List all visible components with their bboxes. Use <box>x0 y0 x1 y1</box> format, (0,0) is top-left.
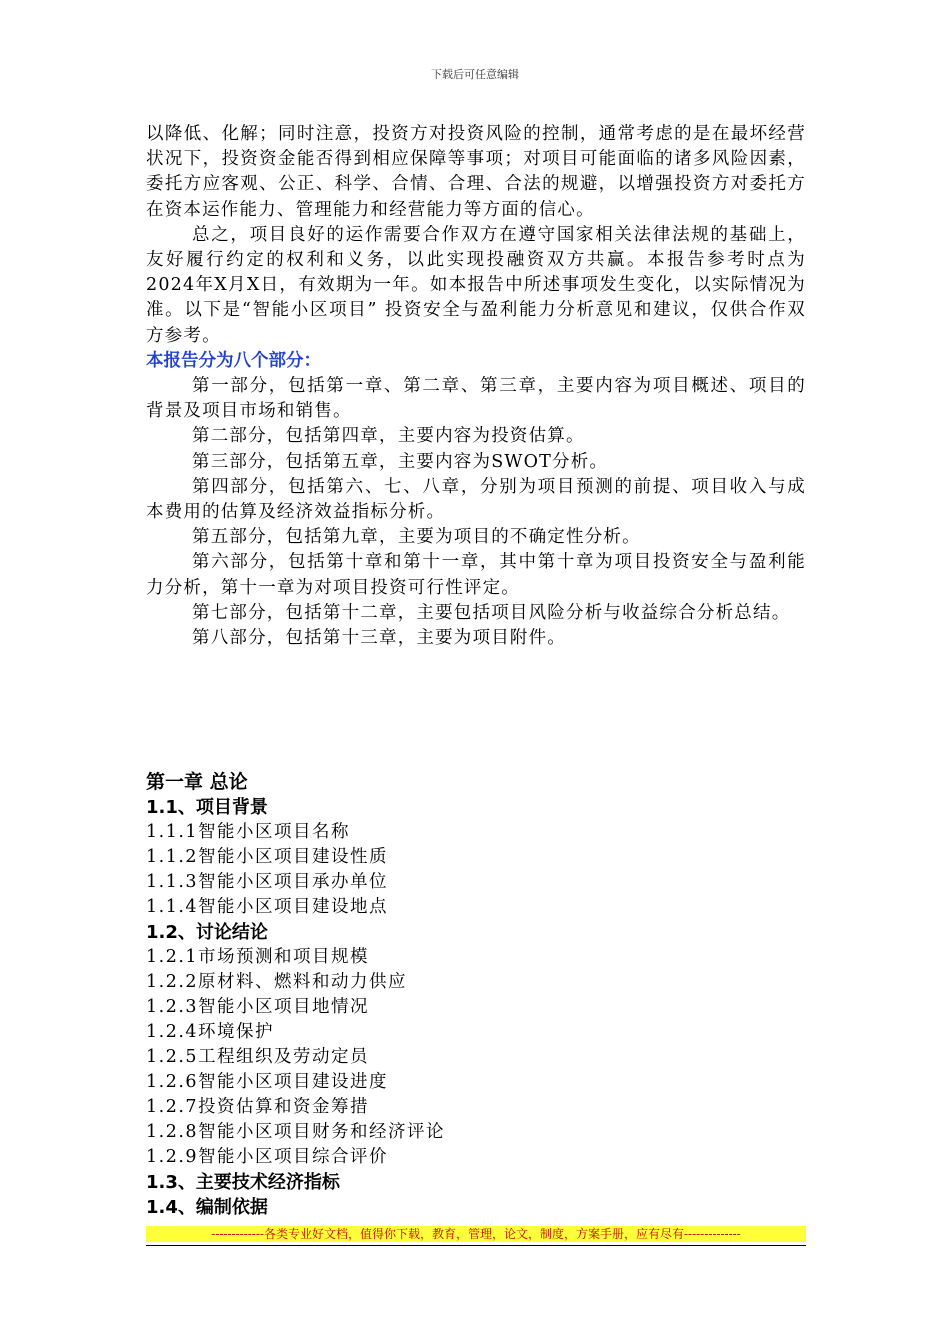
footer-banner: -------------各类专业好文档，值得你下载，教育，管理，论文，制度，方案手册，应有尽有-------------- <box>146 1226 806 1242</box>
part-item: 第二部分，包括第四章，主要内容为投资估算。 <box>192 426 585 447</box>
footer-rule <box>146 1245 806 1246</box>
part-item: 第三部分，包括第五章，主要内容为SWOT分析。 <box>192 451 609 472</box>
chapter-title: 第一章 总论 <box>146 771 248 793</box>
toc-subsection: 1.2.6智能小区项目建设进度 <box>146 1072 389 1092</box>
toc-section-title: 1.2、讨论结论 <box>146 922 268 943</box>
part-item: 第七部分，包括第十二章，主要包括项目风险分析与收益综合分析总结。 <box>192 602 791 623</box>
toc-section-title: 1.4、编制依据 <box>146 1197 268 1218</box>
part-item: 第六部分，包括第十章和第十一章，其中第十章为项目投资安全与盈利能力分析，第十一章为对项目投资可行性评定。 <box>146 552 806 598</box>
toc-subsection: 1.2.2原材料、燃料和动力供应 <box>146 972 408 992</box>
table-of-contents <box>146 770 806 1220</box>
part-item: 第四部分，包括第六、七、八章，分别为项目预测的前提、项目收入与成本费用的估算及经济效益指标分析。 <box>146 476 806 523</box>
toc-subsection: 1.2.4环境保护 <box>146 1022 275 1042</box>
toc-subsection: 1.1.3智能小区项目承办单位 <box>146 872 389 892</box>
toc-subsection: 1.2.9智能小区项目综合评价 <box>146 1147 389 1167</box>
toc-section-title: 1.1、项目背景 <box>146 797 268 818</box>
toc-section-title: 1.3、主要技术经济指标 <box>146 1172 340 1193</box>
toc-subsection: 1.2.8智能小区项目财务和经济评论 <box>146 1122 446 1142</box>
toc-subsection: 1.2.1市场预测和项目规模 <box>146 947 370 967</box>
toc-subsection: 1.2.5工程组织及劳动定员 <box>146 1047 370 1067</box>
toc-subsection: 1.1.4智能小区项目建设地点 <box>146 897 389 917</box>
part-item: 第一部分，包括第一章、第二章、第三章，主要内容为项目概述、项目的背景及项目市场和销售。 <box>146 376 806 422</box>
toc-subsection: 1.1.1智能小区项目名称 <box>146 822 351 842</box>
part-item: 第五部分，包括第九章，主要为项目的不确定性分析。 <box>192 527 641 548</box>
toc-subsection: 1.2.3智能小区项目地情况 <box>146 997 370 1017</box>
body-text <box>146 122 806 651</box>
toc-subsection: 1.2.7投资估算和资金筹措 <box>146 1097 370 1117</box>
parts-heading: 本报告分为八个部分： <box>146 350 321 371</box>
toc-subsection: 1.1.2智能小区项目建设性质 <box>146 847 389 867</box>
intro-paragraph: 以降低、化解；同时注意，投资方对投资风险的控制，通常考虑的是在最坏经营状况下，投资资金能否得到相应保障等事项；对项目可能面临的诸多风险因素，委托方应客观、公正、科学、合情、合理、合法的规避，以增强投资方对委托方在资本运作能力、管理能力和经营能力等方面的信心。 <box>146 124 806 220</box>
intro-paragraph: 总之，项目良好的运作需要合作双方在遵守国家相关法律法规的基础上，友好履行约定的权利和义务，以此实现投融资双方共赢。本报告参考时点为2024年X月X日，有效期为一年。如本报告中所述事项发生变化，以实际情况为准。以下是“智能小区项目” 投资安全与盈利能力分析意见和建议，仅供合作双方参考。 <box>146 224 806 346</box>
part-item: 第八部分，包括第十三章，主要为项目附件。 <box>192 628 566 649</box>
header-note: 下载后可任意编辑 <box>431 68 519 81</box>
